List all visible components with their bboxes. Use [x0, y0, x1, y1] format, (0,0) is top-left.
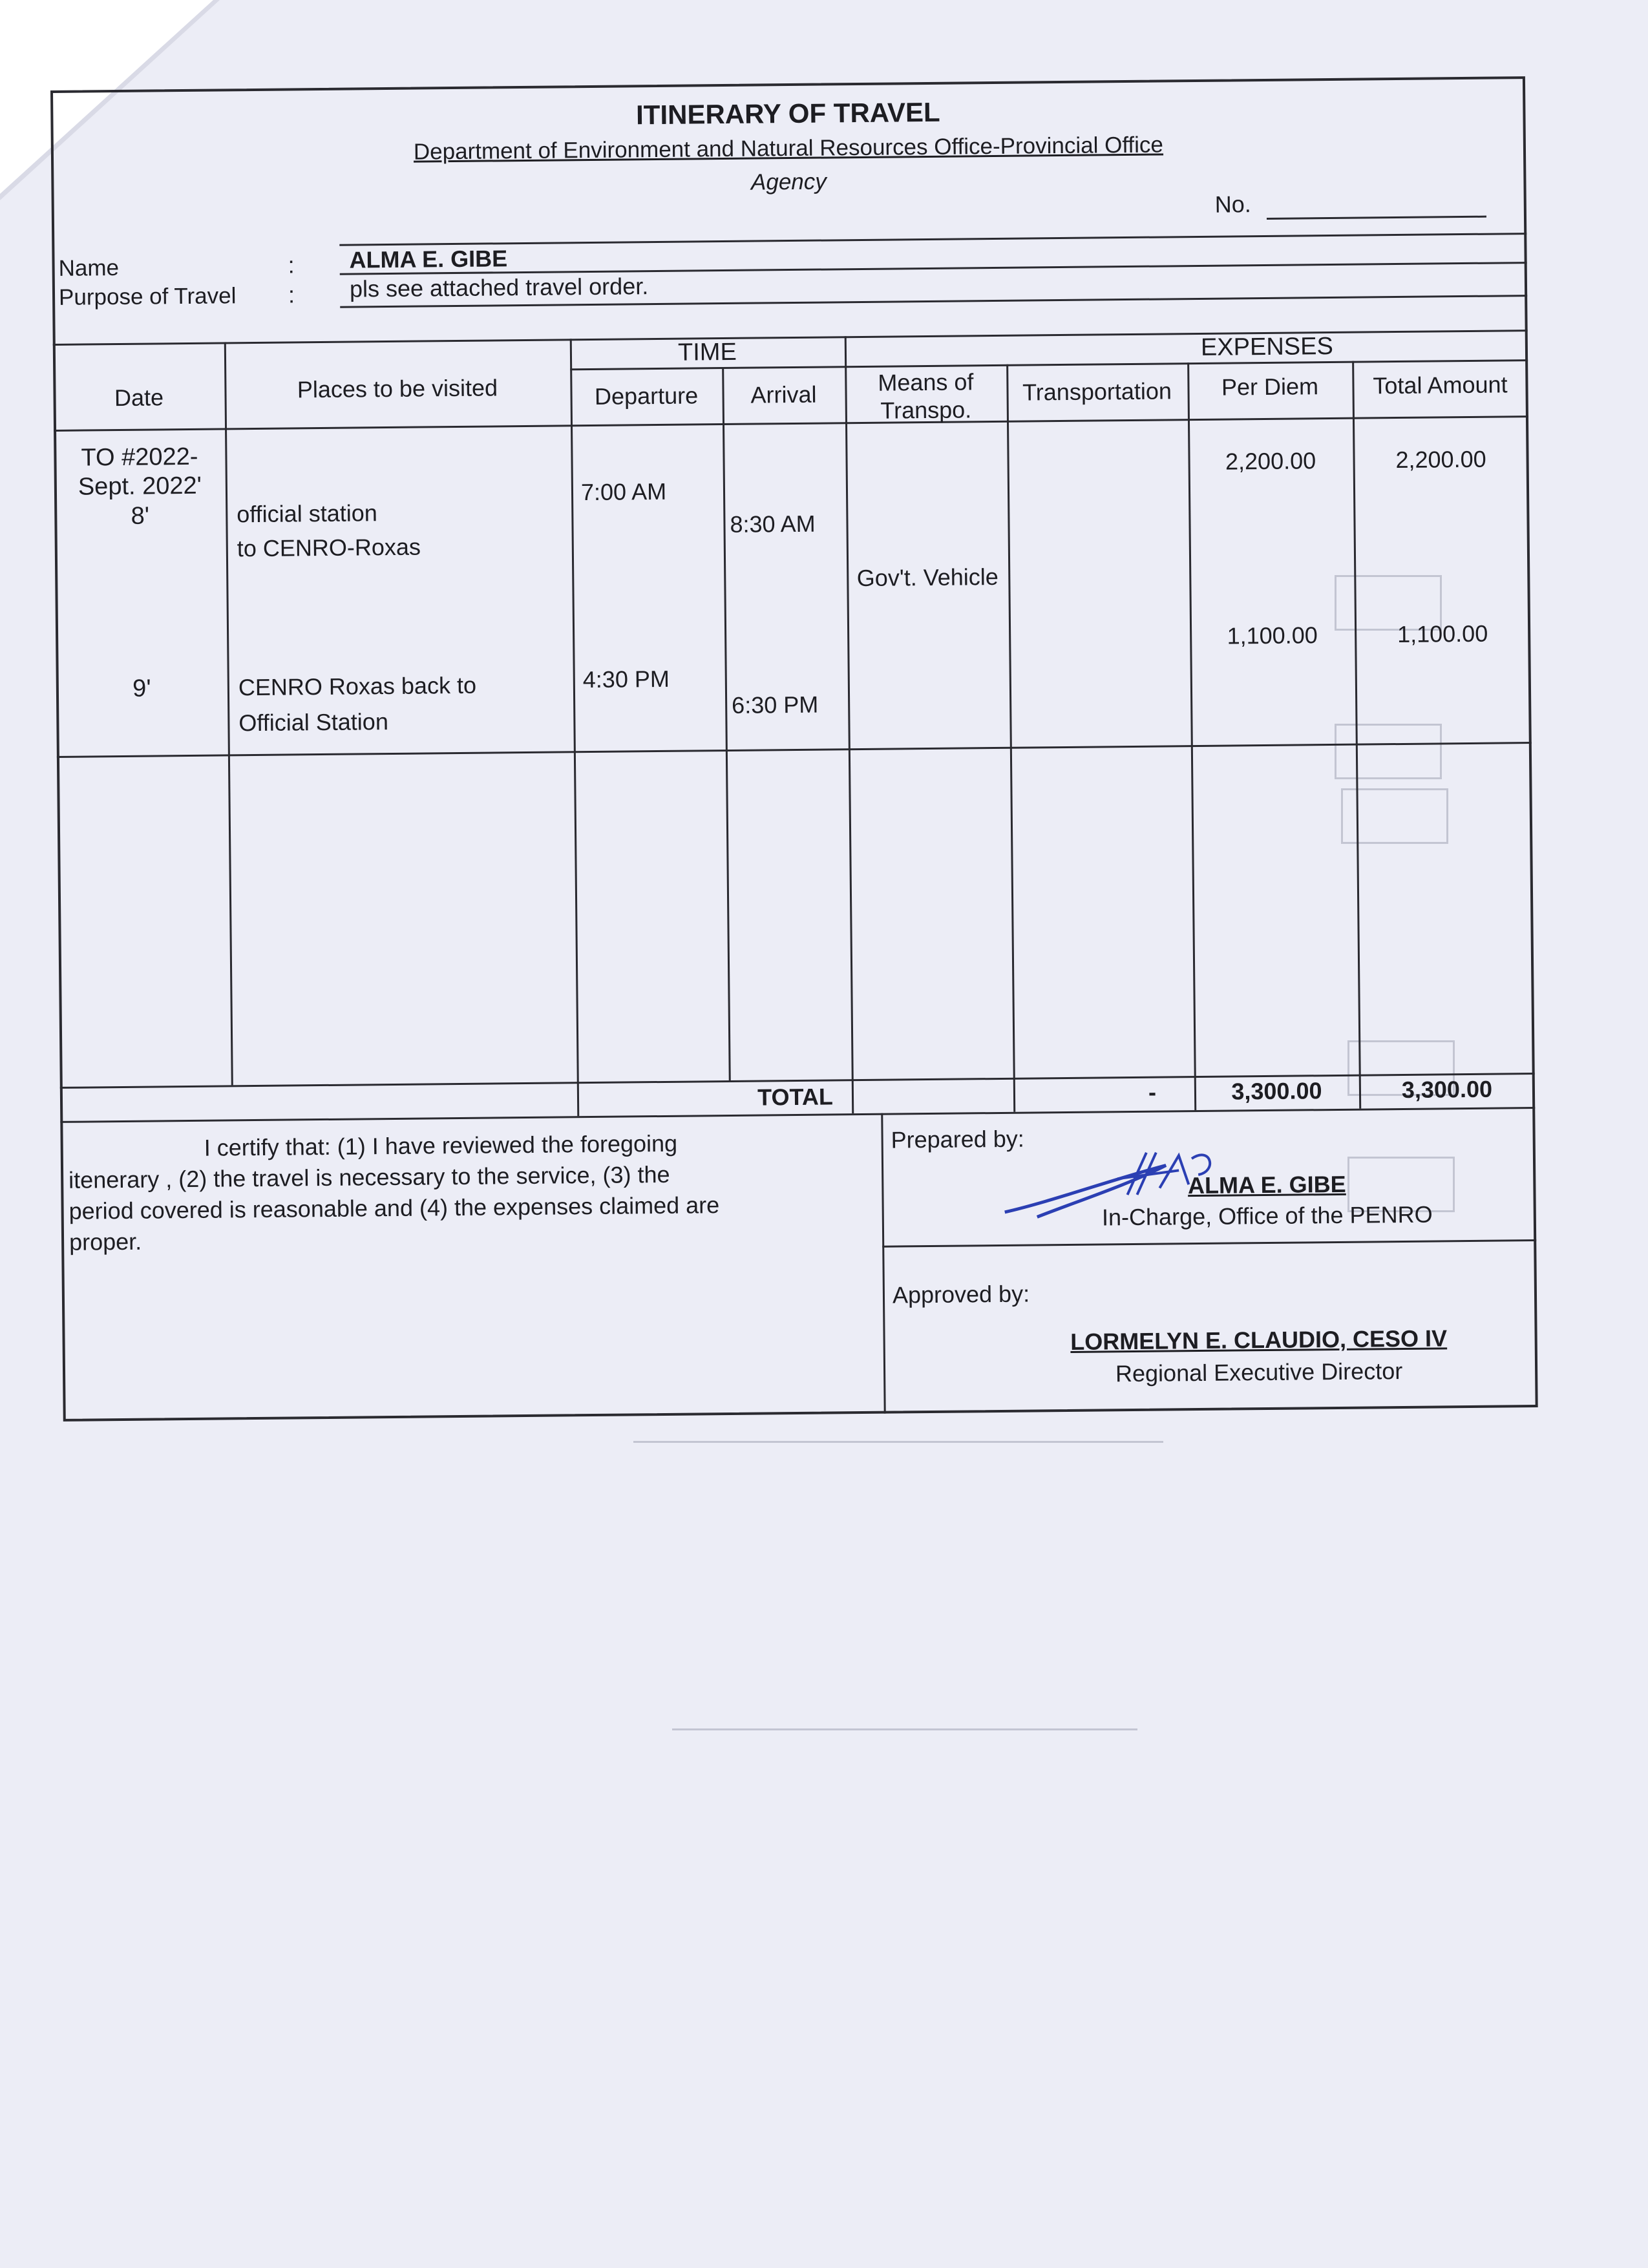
header-means: Means of Transpo. — [878, 368, 974, 424]
row2-per-diem: 1,100.00 — [1227, 622, 1318, 649]
row1-arrival: 8:30 AM — [730, 510, 816, 538]
purpose-colon: : — [288, 281, 295, 308]
row2-departure: 4:30 PM — [582, 665, 670, 693]
row1-total: 2,200.00 — [1395, 445, 1486, 474]
header-departure: Departure — [594, 382, 699, 410]
row2-date: 9' — [132, 675, 151, 702]
row2-total: 1,100.00 — [1397, 620, 1488, 648]
header-time: TIME — [677, 338, 737, 366]
row2-arrival: 6:30 PM — [731, 691, 819, 719]
row1-place-line1: official station — [237, 499, 377, 528]
approved-by-name: LORMELYN E. CLAUDIO, CESO IV — [1070, 1325, 1448, 1355]
total-amount: 3,300.00 — [1401, 1075, 1493, 1103]
number-label: No. — [1214, 191, 1251, 218]
header-expenses: EXPENSES — [1200, 332, 1334, 361]
row2-place-line1: CENRO Roxas back to — [238, 671, 477, 701]
header-date: Date — [114, 384, 164, 412]
header-per-diem: Per Diem — [1221, 373, 1319, 401]
itinerary-form — [50, 76, 1538, 1422]
row1-per-diem: 2,200.00 — [1225, 447, 1316, 475]
prepared-by-position: In-Charge, Office of the PENRO — [1101, 1201, 1433, 1231]
total-transport-dash: - — [1148, 1078, 1157, 1106]
certification-text: I certify that: (1) I have reviewed the foregoing itenerary , (2) the travel is necessary to the service, (3) the period covered is reasonable and (4) the expenses claimed are proper. — [68, 1129, 720, 1255]
prepared-by-name: ALMA E. GIBE — [1187, 1170, 1346, 1199]
office-name: Department of Environment and Natural Resources Office-Provincial Office — [413, 132, 1164, 165]
means-of-transport: Gov't. Vehicle — [856, 563, 998, 592]
header-places: Places to be visited — [297, 374, 498, 403]
header-total-amount: Total Amount — [1373, 371, 1508, 399]
travel-order-line2: Sept. 2022' — [78, 472, 202, 501]
total-per-diem: 3,300.00 — [1231, 1077, 1322, 1105]
total-label: TOTAL — [757, 1083, 834, 1111]
row1-place-line2: to CENRO-Roxas — [237, 533, 421, 562]
row2-place-line2: Official Station — [238, 708, 389, 737]
form-title: ITINERARY OF TRAVEL — [635, 96, 940, 131]
header-arrival: Arrival — [750, 381, 817, 408]
approved-by-position: Regional Executive Director — [1115, 1358, 1403, 1387]
name-colon: : — [288, 251, 295, 278]
purpose-value: pls see attached travel order. — [349, 273, 649, 302]
show-through-line — [672, 1728, 1137, 1730]
show-through-line — [633, 1441, 1163, 1443]
purpose-label: Purpose of Travel — [58, 283, 237, 310]
name-label: Name — [58, 255, 120, 281]
row1-departure: 7:00 AM — [580, 478, 667, 506]
header-transportation: Transportation — [1022, 377, 1172, 406]
approved-by-label: Approved by: — [892, 1280, 1030, 1308]
agency-label: Agency — [750, 169, 827, 195]
row1-date: 8' — [131, 502, 150, 530]
travel-order-line1: TO #2022- — [81, 443, 198, 472]
prepared-by-label: Prepared by: — [891, 1125, 1024, 1153]
name-value: ALMA E. GIBE — [349, 245, 508, 273]
